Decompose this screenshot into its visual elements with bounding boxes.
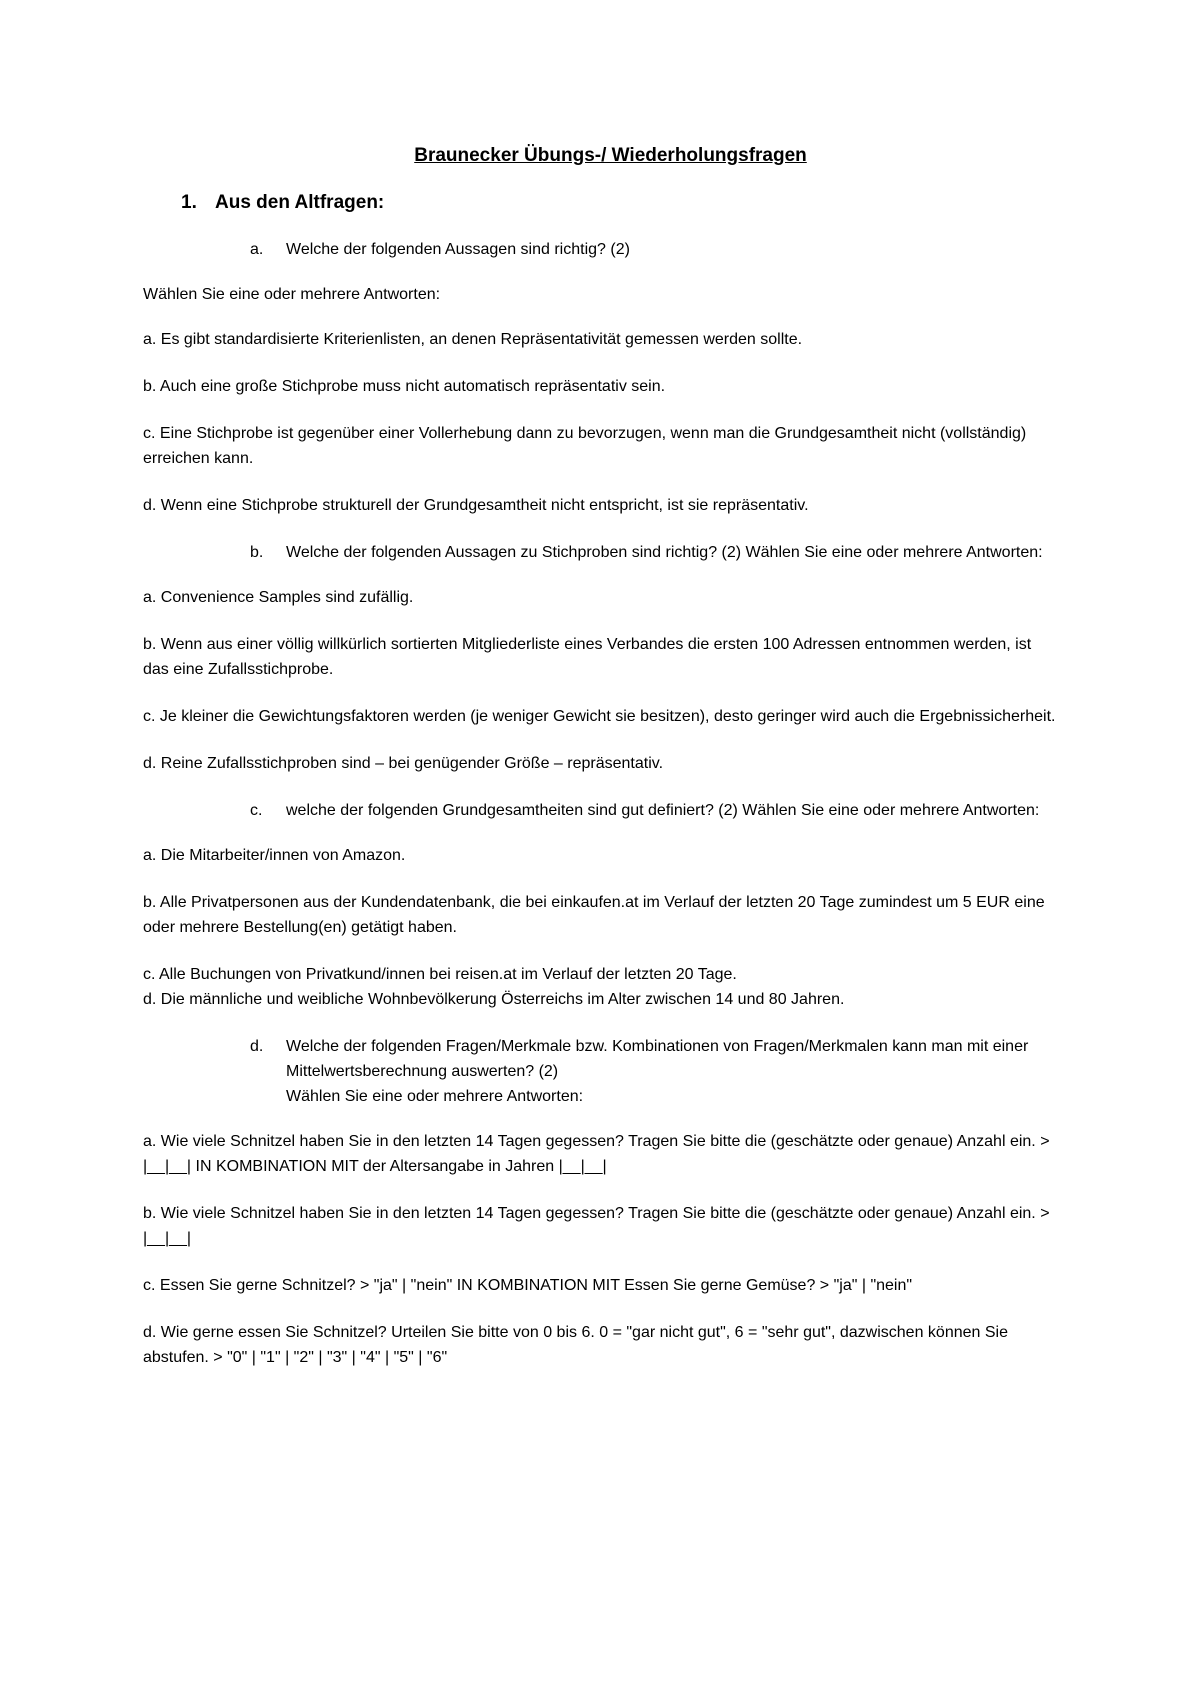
answer-option: d. Reine Zufallsstichproben sind – bei genügender Größe – repräsentativ. [143, 755, 664, 772]
question-text-line: Welche der folgenden Fragen/Merkmale bzw. Kombinationen von Fragen/Merkmalen kann man mit einer Mittelwertsberechnung auswerten? (2) [286, 1038, 1029, 1080]
answer-option: c. Eine Stichprobe ist gegenüber einer Vollerhebung dann zu bevorzugen, wenn man die Grundgesamtheit nicht (vollständig) erreichen kann. [143, 425, 1027, 467]
answer-option: a. Wie viele Schnitzel haben Sie in den letzten 14 Tagen gegessen? Tragen Sie bitte die (geschätzte oder genaue) Anzahl ein. > |__|__| IN KOMBINATION MIT der Altersangabe in Jahren |__|__| [143, 1133, 1050, 1175]
question-b [250, 540, 1060, 565]
question-label: a. [250, 241, 264, 258]
answer-option: a. Es gibt standardisierte Kriterienlisten, an denen Repräsentativität gemessen werden sollte. [143, 331, 803, 348]
question-text: welche der folgenden Grundgesamtheiten sind gut definiert? (2) Wählen Sie eine oder mehrere Antworten: [286, 802, 1040, 819]
answer-option: b. Auch eine große Stichprobe muss nicht automatisch repräsentativ sein. [143, 378, 666, 395]
question-c [250, 798, 1060, 823]
section-heading [181, 190, 1060, 215]
answer-option: b. Wenn aus einer völlig willkürlich sortierten Mitgliederliste eines Verbandes die ersten 100 Adressen entnommen werden, ist das eine Zufallsstichprobe. [143, 636, 1032, 678]
question-label: c. [250, 802, 263, 819]
answer-option: b. Wie viele Schnitzel haben Sie in den letzten 14 Tagen gegessen? Tragen Sie bitte die (geschätzte oder genaue) Anzahl ein. > |__|__| [143, 1205, 1050, 1247]
question-text: Welche der folgenden Aussagen zu Stichproben sind richtig? (2) Wählen Sie eine oder mehrere Antworten: [286, 544, 1043, 561]
answer-option: d. Die männliche und weibliche Wohnbevölkerung Österreichs im Alter zwischen 14 und 80 Jahren. [143, 991, 845, 1008]
answer-option: d. Wie gerne essen Sie Schnitzel? Urteilen Sie bitte von 0 bis 6. 0 = "gar nicht gut", 6 = "sehr gut", dazwischen können Sie abstufen. > "0" | "1" | "2" | "3" | "4" | "5" | "6" [143, 1324, 1008, 1366]
document-title: Braunecker Übungs-/ Wiederholungsfragen [414, 145, 807, 166]
section-heading-text: Aus den Altfragen: [215, 192, 385, 213]
answer-option: a. Convenience Samples sind zufällig. [143, 589, 414, 606]
question-label: d. [250, 1038, 264, 1055]
answer-option: a. Die Mitarbeiter/innen von Amazon. [143, 847, 406, 864]
question-d [250, 1034, 1060, 1109]
question-label: b. [250, 544, 264, 561]
question-a [250, 237, 1060, 262]
question-text [286, 1034, 1060, 1109]
section-number: 1. [181, 192, 197, 213]
answer-option: c. Alle Buchungen von Privatkund/innen bei reisen.at im Verlauf der letzten 20 Tage. [143, 966, 737, 983]
answer-option: c. Je kleiner die Gewichtungsfaktoren werden (je weniger Gewicht sie besitzen), desto geringer wird auch die Ergebnissicherheit. [143, 708, 1056, 725]
question-text: Welche der folgenden Aussagen sind richtig? (2) [286, 241, 630, 258]
answer-option: d. Wenn eine Stichprobe strukturell der Grundgesamtheit nicht entspricht, ist sie repräsentativ. [143, 497, 809, 514]
answer-option: c. Essen Sie gerne Schnitzel? > "ja" | "nein" IN KOMBINATION MIT Essen Sie gerne Gemüse? > "ja" | "nein" [143, 1277, 913, 1294]
answer-option: b. Alle Privatpersonen aus der Kundendatenbank, die bei einkaufen.at im Verlauf der letzten 20 Tage zumindest um 5 EUR eine oder mehrere Bestellung(en) getätigt haben. [143, 894, 1045, 936]
question-text-line: Wählen Sie eine oder mehrere Antworten: [286, 1088, 584, 1105]
question-instruction: Wählen Sie eine oder mehrere Antworten: [143, 286, 441, 303]
